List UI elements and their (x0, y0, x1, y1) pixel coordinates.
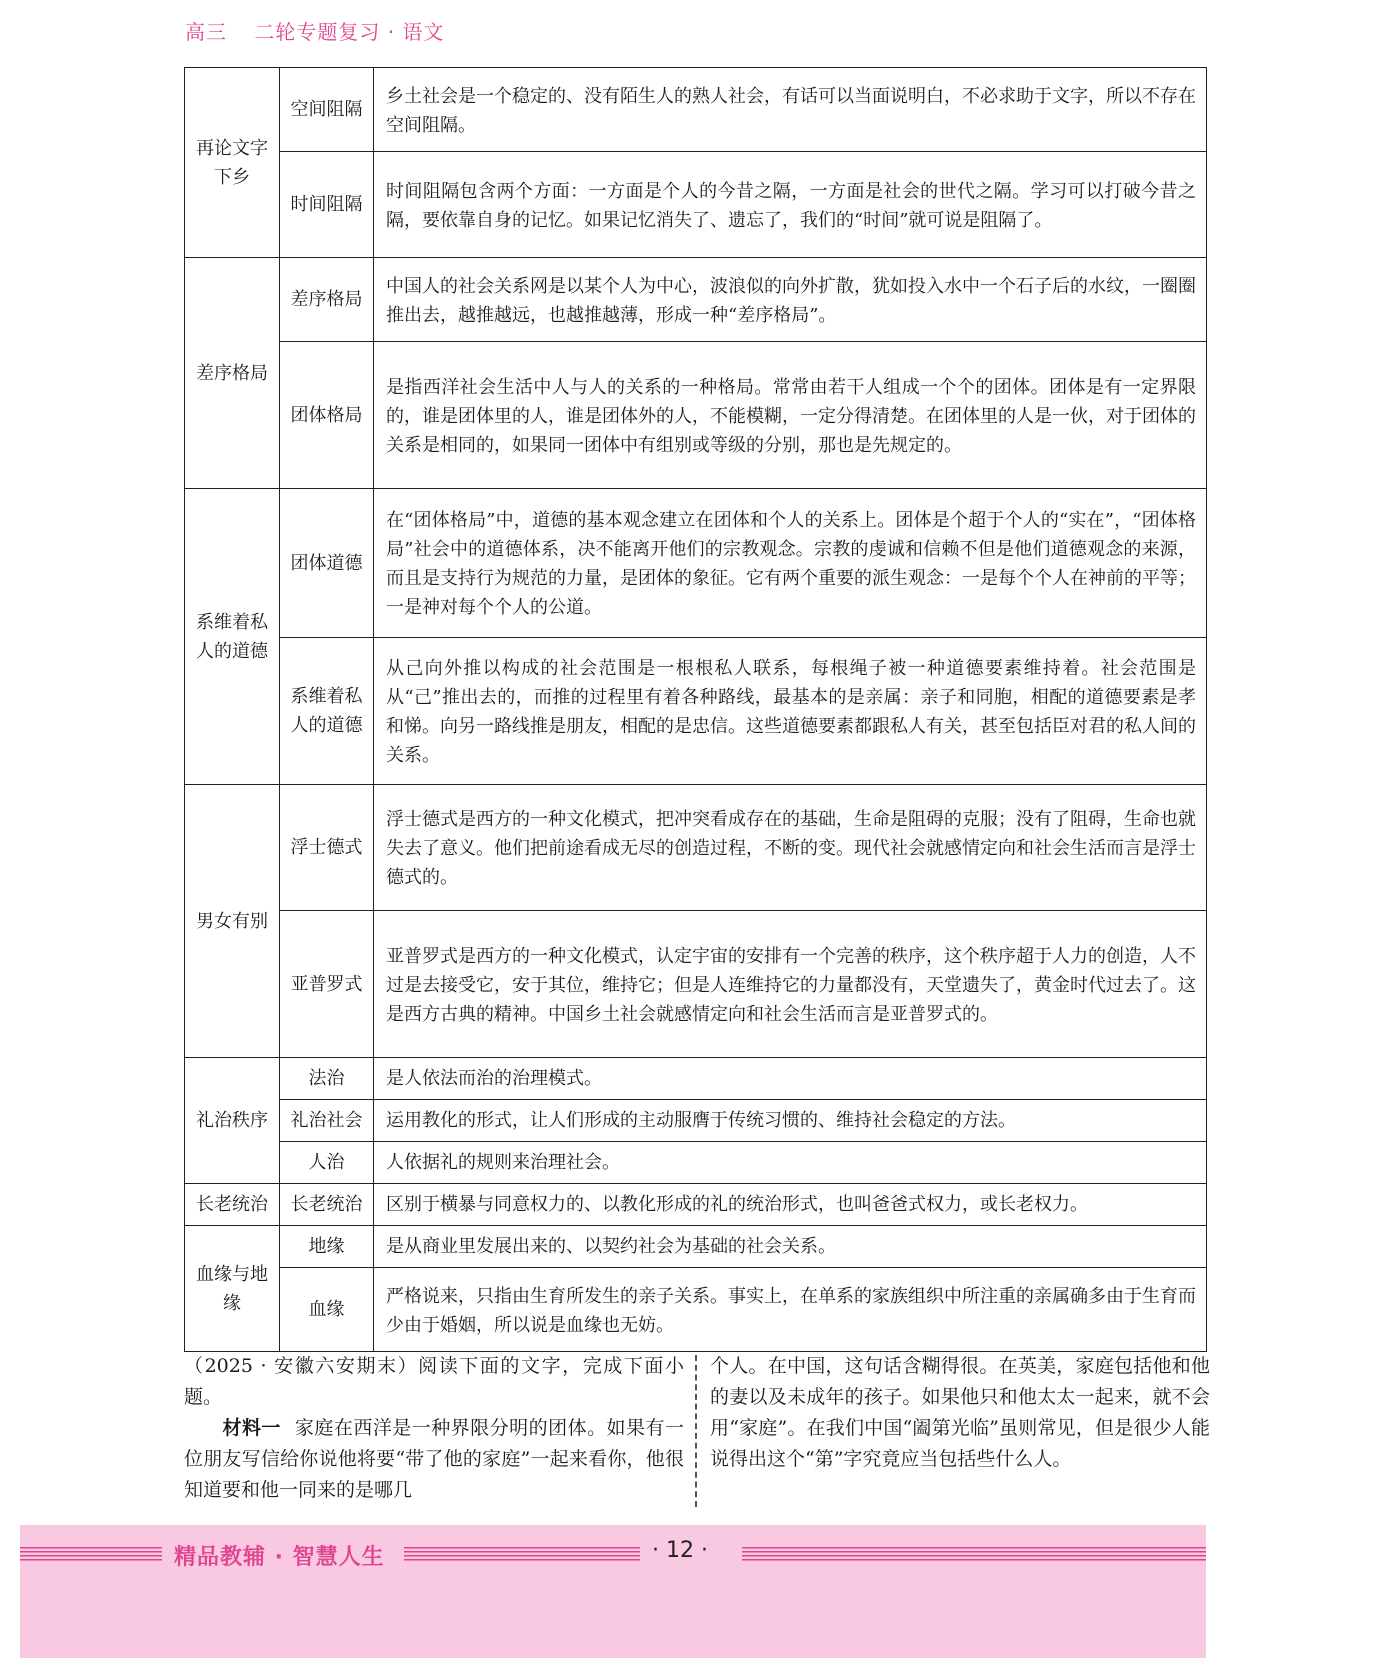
concept-cell: 人治 (280, 1142, 374, 1184)
topic-cell: 长老统治 (185, 1184, 280, 1226)
concept-cell: 礼治社会 (280, 1100, 374, 1142)
table-row (185, 342, 1207, 489)
table-row (185, 152, 1207, 258)
description-cell: 严格说来，只指由生育所发生的亲子关系。事实上，在单系的家族组织中所注重的亲属确多由于生育而少由于婚姻，所以说是血缘也无妨。 (374, 1268, 1207, 1352)
table-row (185, 1184, 1207, 1226)
concept-cell: 团体格局 (280, 342, 374, 489)
table-row (185, 489, 1207, 638)
footer-stripe-right (742, 1547, 1206, 1561)
description-cell: 是人依法而治的治理模式。 (374, 1058, 1207, 1100)
concept-cell: 系维着私人的道德 (280, 638, 374, 785)
summary-table (184, 67, 1207, 1352)
table-row (185, 638, 1207, 785)
footer-slogan: 精品教辅 · 智慧人生 (174, 1545, 385, 1570)
footer-stripe-middle (404, 1547, 640, 1561)
topic-cell: 系维着私人的道德 (185, 489, 280, 785)
description-cell: 浮士德式是西方的一种文化模式，把冲突看成存在的基础，生命是阻碍的克服；没有了阻碍，生命也就失去了意义。他们把前途看成无尽的创造过程，不断的变。现代社会就感情定向和社会生活而言是浮士德式的。 (374, 785, 1207, 911)
reading-left-column (184, 1351, 684, 1506)
table-row (185, 1226, 1207, 1268)
description-cell: 是指西洋社会生活中人与人的关系的一种格局。常常由若干人组成一个个的团体。团体是有一定界限的，谁是团体里的人，谁是团体外的人，不能模糊，一定分得清楚。在团体里的人是一伙，对于团体的关系是相同的，如果同一团体中有组别或等级的分别，那也是先规定的。 (374, 342, 1207, 489)
table-row (185, 785, 1207, 911)
description-cell: 乡土社会是一个稳定的、没有陌生人的熟人社会，有话可以当面说明白，不必求助于文字，所以不存在空间阻隔。 (374, 68, 1207, 152)
description-cell: 是从商业里发展出来的、以契约社会为基础的社会关系。 (374, 1226, 1207, 1268)
concept-cell: 差序格局 (280, 258, 374, 342)
table-row (185, 258, 1207, 342)
concept-cell: 时间阻隔 (280, 152, 374, 258)
topic-cell: 男女有别 (185, 785, 280, 1058)
reading-section (184, 1351, 1210, 1511)
concept-cell: 空间阻隔 (280, 68, 374, 152)
topic-cell: 礼治秩序 (185, 1058, 280, 1184)
book-title: 二轮专题复习 · 语文 (254, 20, 445, 44)
page-header (185, 16, 444, 45)
table-row (185, 911, 1207, 1058)
material-text-right: 个人。在中国，这句话含糊得很。在英美，家庭包括他和他的妻以及未成年的孩子。如果他只和他太太一起来，就不会用“家庭”。在我们中国“阖第光临”虽则常见，但是很少人能说得出这个“第”字究竟应当包括些什么人。 (710, 1355, 1210, 1470)
grade-label: 高三 (185, 20, 227, 44)
description-cell: 中国人的社会关系网是以某个人为中心，波浪似的向外扩散，犹如投入水中一个石子后的水纹，一圈圈推出去，越推越远，也越推越薄，形成一种“差序格局”。 (374, 258, 1207, 342)
reading-right-column (710, 1351, 1210, 1475)
concept-cell: 亚普罗式 (280, 911, 374, 1058)
topic-cell: 再论文字下乡 (185, 68, 280, 258)
description-cell: 运用教化的形式，让人们形成的主动服膺于传统习惯的、维持社会稳定的方法。 (374, 1100, 1207, 1142)
table-row (185, 1142, 1207, 1184)
concept-cell: 地缘 (280, 1226, 374, 1268)
table-row (185, 1100, 1207, 1142)
footer-stripe-left (20, 1547, 162, 1561)
description-cell: 时间阻隔包含两个方面：一方面是个人的今昔之隔，一方面是社会的世代之隔。学习可以打破今昔之隔，要依靠自身的记忆。如果记忆消失了、遗忘了，我们的“时间”就可说是阻隔了。 (374, 152, 1207, 258)
material-label: 材料一 (222, 1417, 281, 1439)
material-text-left: 家庭在西洋是一种界限分明的团体。如果有一位朋友写信给你说他将要“带了他的家庭”一起来看你，他很知道要和他一同来的是哪几 (184, 1417, 684, 1501)
concept-cell: 浮士德式 (280, 785, 374, 911)
topic-cell: 差序格局 (185, 258, 280, 489)
description-cell: 在“团体格局”中，道德的基本观念建立在团体和个人的关系上。团体是个超于个人的“实在”，“团体格局”社会中的道德体系，决不能离开他们的宗教观念。宗教的虔诚和信赖不但是他们道德观念的来源，而且是支持行为规范的力量，是团体的象征。它有两个重要的派生观念：一是每个个人在神前的平等；一是神对每个个人的公道。 (374, 489, 1207, 638)
column-divider (695, 1355, 697, 1507)
concept-cell: 法治 (280, 1058, 374, 1100)
page-number: · 12 · (652, 1538, 708, 1563)
concept-cell: 长老统治 (280, 1184, 374, 1226)
topic-cell: 血缘与地缘 (185, 1226, 280, 1352)
concept-cell: 团体道德 (280, 489, 374, 638)
description-cell: 亚普罗式是西方的一种文化模式，认定宇宙的安排有一个完善的秩序，这个秩序超于人力的创造，人不过是去接受它，安于其位，维持它；但是人连维持它的力量都没有，天堂遗失了，黄金时代过去了。这是西方古典的精神。中国乡土社会就感情定向和社会生活而言是亚普罗式的。 (374, 911, 1207, 1058)
question-source: （2025 · 安徽六安期末）阅读下面的文字，完成下面小题。 (184, 1355, 684, 1408)
concept-cell: 血缘 (280, 1268, 374, 1352)
table-row (185, 1268, 1207, 1352)
description-cell: 从己向外推以构成的社会范围是一根根私人联系，每根绳子被一种道德要素维持着。社会范围是从“己”推出去的，而推的过程里有着各种路线，最基本的是亲属：亲子和同胞，相配的道德要素是孝和悌。向另一路线推是朋友，相配的是忠信。这些道德要素都跟私人有关，甚至包括臣对君的私人间的关系。 (374, 638, 1207, 785)
table-row (185, 68, 1207, 152)
table-row (185, 1058, 1207, 1100)
description-cell: 人依据礼的规则来治理社会。 (374, 1142, 1207, 1184)
description-cell: 区别于横暴与同意权力的、以教化形成的礼的统治形式，也叫爸爸式权力，或长老权力。 (374, 1184, 1207, 1226)
